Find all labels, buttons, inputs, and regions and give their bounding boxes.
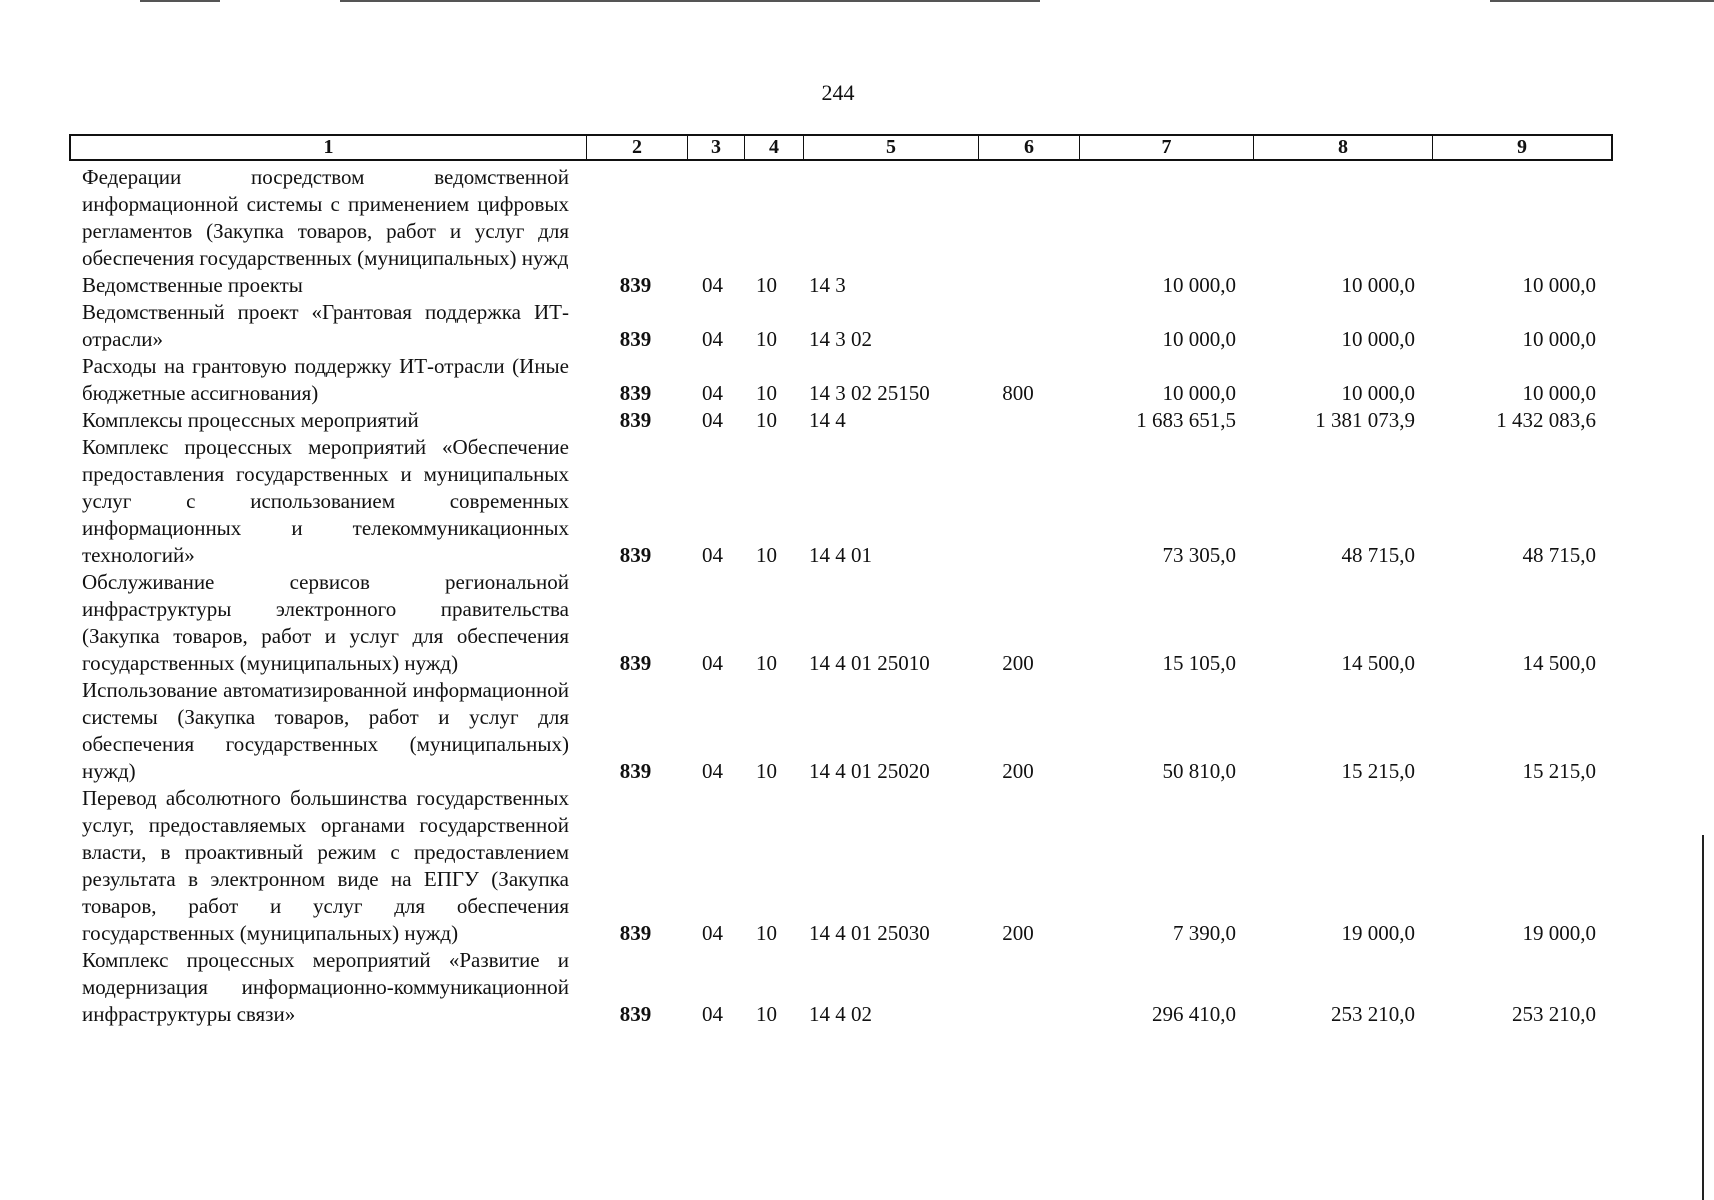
amount-2: 10 000,0	[1341, 381, 1415, 405]
table-row	[69, 164, 1613, 272]
section-code: 04	[702, 543, 723, 567]
scan-edge-line	[140, 0, 220, 2]
subsection-code: 10	[756, 759, 777, 783]
table-row	[69, 569, 1613, 677]
target-article: 14 4	[809, 408, 846, 432]
section-code: 04	[702, 381, 723, 405]
ministry-code: 839	[619, 543, 652, 567]
ministry-code: 839	[619, 381, 652, 405]
amount-3: 48 715,0	[1522, 543, 1596, 567]
subsection-code: 10	[756, 327, 777, 351]
column-header: 6	[979, 136, 1080, 159]
amount-2: 1 381 073,9	[1315, 408, 1415, 432]
amount-3: 253 210,0	[1512, 1002, 1596, 1026]
amount-2: 10 000,0	[1341, 273, 1415, 297]
table-row	[69, 677, 1613, 785]
amount-1: 10 000,0	[1162, 327, 1236, 351]
target-article: 14 3 02 25150	[809, 381, 930, 405]
row-name: Комплекс процессных мероприятий «Обеспечение предоставления государственных и муниципальных услуг с использованием современных информационных и телекоммуникационных технологий»	[82, 435, 569, 567]
amount-2: 15 215,0	[1341, 759, 1415, 783]
column-header: 2	[587, 136, 688, 159]
amount-3: 15 215,0	[1522, 759, 1596, 783]
scan-edge-line	[1490, 0, 1714, 2]
table-row	[69, 785, 1613, 947]
row-name: Использование автоматизированной информационной системы (Закупка товаров, работ и услуг для обеспечения государственных (муниципальных) нужд)	[82, 678, 569, 783]
amount-1: 7 390,0	[1173, 921, 1236, 945]
subsection-code: 10	[756, 543, 777, 567]
ministry-code: 839	[619, 651, 652, 675]
section-code: 04	[702, 408, 723, 432]
table-row	[69, 407, 1613, 434]
row-name: Ведомственный проект «Грантовая поддержка ИТ-отрасли»	[82, 300, 569, 351]
section-code: 04	[702, 921, 723, 945]
ministry-code: 839	[619, 273, 652, 297]
section-code: 04	[702, 1002, 723, 1026]
amount-2: 253 210,0	[1331, 1002, 1415, 1026]
table-row	[69, 272, 1613, 299]
subsection-code: 10	[756, 408, 777, 432]
column-header: 9	[1517, 136, 1527, 158]
subsection-code: 10	[756, 1002, 777, 1026]
target-article: 14 3	[809, 273, 846, 297]
row-name: Комплекс процессных мероприятий «Развитие и модернизация информационно-коммуникационной инфраструктуры связи»	[82, 948, 569, 1026]
amount-1: 1 683 651,5	[1136, 408, 1236, 432]
section-code: 04	[702, 759, 723, 783]
section-code: 04	[702, 327, 723, 351]
target-article: 14 4 01	[809, 543, 872, 567]
amount-3: 10 000,0	[1522, 381, 1596, 405]
target-article: 14 4 01 25030	[809, 921, 930, 945]
column-header: 3	[688, 136, 745, 159]
column-header: 5	[804, 136, 979, 159]
amount-1: 73 305,0	[1162, 543, 1236, 567]
scan-edge-line	[340, 0, 1040, 2]
column-header: 8	[1254, 136, 1433, 159]
subsection-code: 10	[756, 921, 777, 945]
row-name: Федерации посредством ведомственной информационной системы с применением цифровых регламентов (Закупка товаров, работ и услуг для обеспечения государственных (муниципальных) нужд	[82, 165, 569, 270]
amount-3: 14 500,0	[1522, 651, 1596, 675]
target-article: 14 4 02	[809, 1002, 872, 1026]
table-header	[69, 134, 1613, 161]
ministry-code: 839	[619, 327, 652, 351]
amount-1: 50 810,0	[1162, 759, 1236, 783]
scan-margin-mark	[1702, 835, 1704, 1200]
amount-2: 10 000,0	[1341, 327, 1415, 351]
amount-3: 1 432 083,6	[1496, 408, 1596, 432]
ministry-code: 839	[619, 408, 652, 432]
target-article: 14 4 01 25020	[809, 759, 930, 783]
subsection-code: 10	[756, 381, 777, 405]
table-row	[69, 299, 1613, 353]
expense-type: 800	[1002, 381, 1034, 405]
amount-1: 10 000,0	[1162, 273, 1236, 297]
expense-type: 200	[1002, 651, 1034, 675]
row-name: Комплексы процессных мероприятий	[82, 408, 419, 432]
table-body	[69, 164, 1613, 1028]
column-header: 4	[745, 136, 804, 159]
ministry-code: 839	[619, 921, 652, 945]
page-number: 244	[821, 80, 855, 105]
target-article: 14 4 01 25010	[809, 651, 930, 675]
amount-2: 14 500,0	[1341, 651, 1415, 675]
amount-1: 296 410,0	[1152, 1002, 1236, 1026]
expense-type: 200	[1002, 921, 1034, 945]
amount-2: 19 000,0	[1341, 921, 1415, 945]
amount-3: 19 000,0	[1522, 921, 1596, 945]
table-row	[69, 434, 1613, 569]
row-name: Ведомственные проекты	[82, 273, 303, 297]
ministry-code: 839	[619, 759, 652, 783]
ministry-code: 839	[619, 1002, 652, 1026]
amount-2: 48 715,0	[1341, 543, 1415, 567]
row-name: Перевод абсолютного большинства государственных услуг, предоставляемых органами государственной власти, в проактивный режим с предоставлением результата в электронном виде на ЕПГУ (Закупка товаров, работ и услуг для обеспечения государственных (муниципальных) нужд)	[82, 786, 569, 945]
target-article: 14 3 02	[809, 327, 872, 351]
amount-3: 10 000,0	[1522, 273, 1596, 297]
section-code: 04	[702, 651, 723, 675]
expense-type: 200	[1002, 759, 1034, 783]
amount-1: 15 105,0	[1162, 651, 1236, 675]
row-name: Расходы на грантовую поддержку ИТ-отрасли (Иные бюджетные ассигнования)	[82, 354, 569, 405]
column-header: 1	[71, 136, 587, 159]
section-code: 04	[702, 273, 723, 297]
subsection-code: 10	[756, 273, 777, 297]
row-name: Обслуживание сервисов региональной инфраструктуры электронного правительства (Закупка товаров, работ и услуг для обеспечения государственных (муниципальных) нужд)	[82, 570, 569, 675]
amount-1: 10 000,0	[1162, 381, 1236, 405]
column-header: 7	[1080, 136, 1254, 159]
subsection-code: 10	[756, 651, 777, 675]
table-row	[69, 353, 1613, 407]
amount-3: 10 000,0	[1522, 327, 1596, 351]
table-row	[69, 947, 1613, 1028]
